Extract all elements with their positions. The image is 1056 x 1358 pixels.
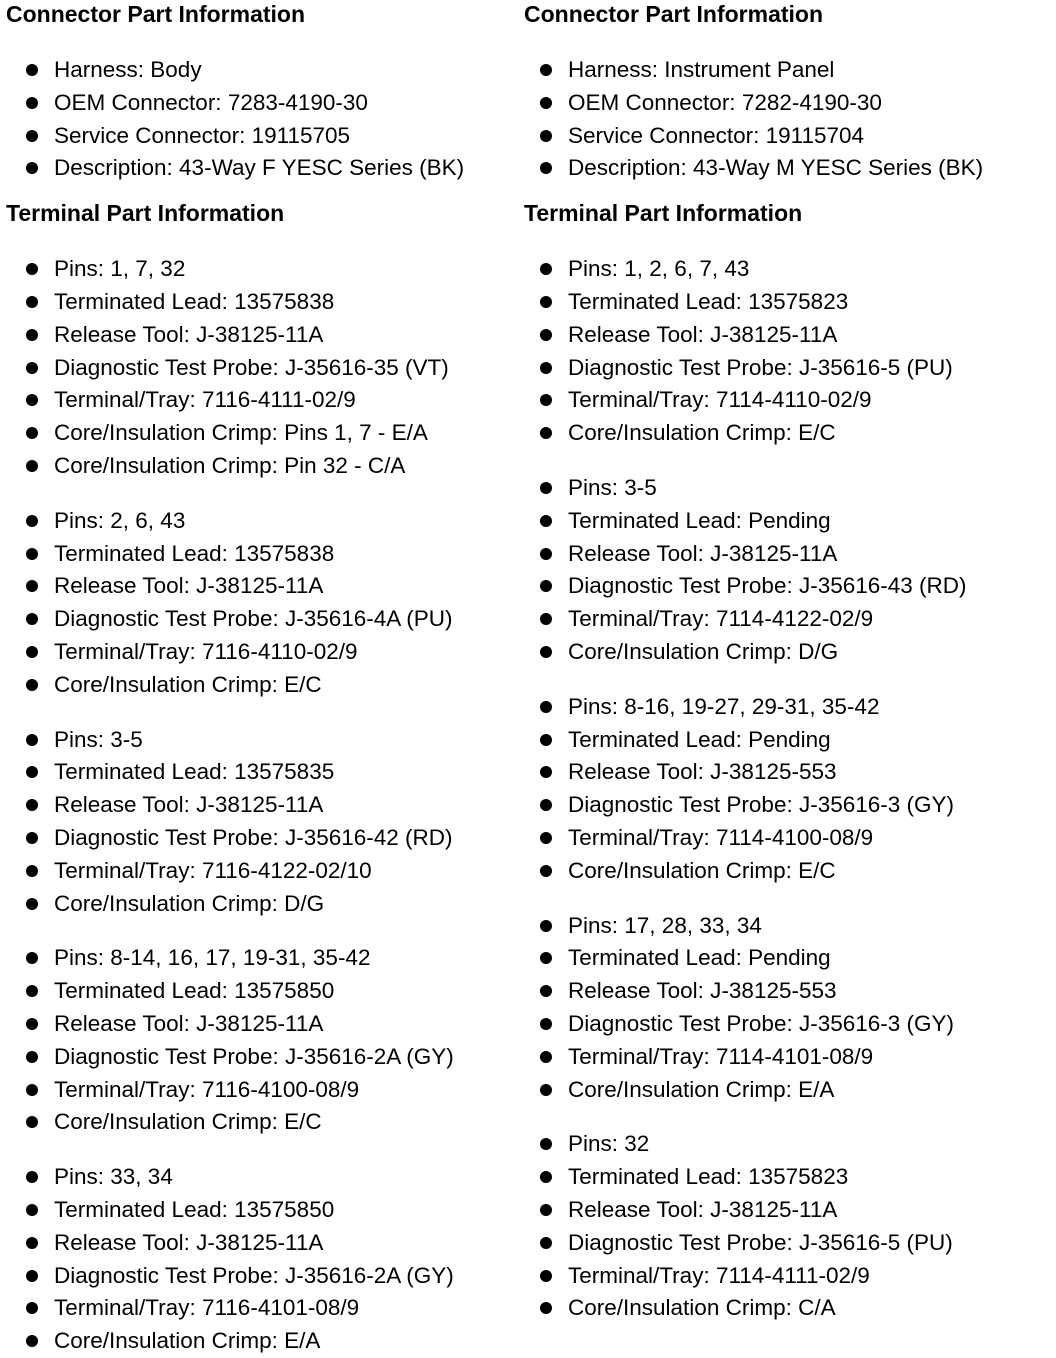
list-item (26, 319, 518, 352)
list-item-text: Terminated Lead: Pending (568, 945, 831, 971)
list-item (26, 1041, 518, 1074)
list-item (26, 1227, 518, 1260)
bullet-icon (540, 329, 552, 341)
bullet-icon (540, 766, 552, 778)
list-item (540, 756, 1052, 789)
bullet-icon (540, 162, 552, 174)
bullet-icon (26, 130, 38, 142)
bullet-icon (26, 1237, 38, 1249)
bullet-icon (26, 296, 38, 308)
bullet-icon (26, 1171, 38, 1183)
list-item-text: Diagnostic Test Probe: J-35616-3 (GY) (568, 1010, 955, 1036)
list-item-text: Pins: 1, 2, 6, 7, 43 (568, 256, 750, 282)
list-item (540, 538, 1052, 571)
list-item (26, 636, 518, 669)
list-item (540, 120, 1052, 153)
list-item-text: OEM Connector: 7283-4190-30 (54, 89, 368, 115)
connector-heading: Connector Part Information (524, 1, 824, 27)
list-item-text: Service Connector: 19115705 (54, 122, 351, 148)
list-item (26, 253, 518, 286)
list-item (26, 855, 518, 888)
list-item-text: Diagnostic Test Probe: J-35616-5 (PU) (568, 1229, 953, 1255)
list-item-text: Terminal/Tray: 7116-4122-02/10 (54, 857, 372, 883)
list-item (540, 87, 1052, 120)
bullet-icon (26, 580, 38, 592)
list-item-text: Terminal/Tray: 7116-4100-08/9 (54, 1076, 360, 1102)
list-item-text: Release Tool: J-38125-11A (54, 573, 324, 599)
list-item (26, 1161, 518, 1194)
list-item-text: Terminal/Tray: 7114-4111-02/9 (568, 1262, 870, 1288)
list-item (26, 724, 518, 757)
list-item-text: Release Tool: J-38125-11A (568, 1196, 838, 1222)
list-item (540, 1227, 1052, 1260)
list-item (26, 1074, 518, 1107)
bullet-icon (26, 64, 38, 76)
bullet-icon (26, 1116, 38, 1128)
bullet-icon (540, 920, 552, 932)
bullet-icon (26, 646, 38, 658)
bullet-icon (26, 515, 38, 527)
bullet-icon (540, 985, 552, 997)
list-item-text: Core/Insulation Crimp: Pins 1, 7 - E/A (54, 420, 428, 446)
list-item (26, 570, 518, 603)
list-item-text: Harness: Instrument Panel (568, 57, 835, 82)
bullet-icon (26, 898, 38, 910)
terminal-group (26, 942, 518, 1139)
terminal-group (540, 253, 1052, 450)
terminal-groups (6, 253, 518, 1358)
list-item-text: Description: 43-Way M YESC Series (BK) (568, 155, 984, 181)
list-item (540, 691, 1052, 724)
list-item-text: Terminal/Tray: 7116-4111-02/9 (54, 387, 356, 413)
list-item-text: Core/Insulation Crimp: E/C (568, 857, 836, 883)
list-item (540, 570, 1052, 603)
connector-list (540, 54, 1052, 185)
bullet-icon (26, 162, 38, 174)
list-item-text: Diagnostic Test Probe: J-35616-5 (PU) (568, 354, 953, 380)
bullet-icon (26, 394, 38, 406)
terminal-group (540, 472, 1052, 669)
list-item (540, 1128, 1052, 1161)
list-item-text: Terminated Lead: 13575838 (54, 288, 335, 314)
bullet-icon (540, 515, 552, 527)
bullet-icon (26, 1302, 38, 1314)
left-column (6, 0, 518, 1358)
list-item (540, 417, 1052, 450)
list-item (26, 822, 518, 855)
bullet-icon (540, 701, 552, 713)
list-item-text: Terminated Lead: Pending (568, 507, 831, 533)
list-item-text: Release Tool: J-38125-11A (54, 321, 324, 347)
bullet-icon (540, 1051, 552, 1063)
bullet-icon (540, 97, 552, 109)
list-item-text: OEM Connector: 7282-4190-30 (568, 89, 882, 115)
list-item-text: Core/Insulation Crimp: E/C (568, 420, 836, 446)
list-item (540, 505, 1052, 538)
list-item-text: Release Tool: J-38125-11A (54, 792, 324, 818)
bullet-icon (540, 1138, 552, 1150)
bullet-icon (26, 1204, 38, 1216)
list-item-text: Pins: 8-14, 16, 17, 19-31, 35-42 (54, 945, 371, 971)
list-item-text: Terminated Lead: 13575850 (54, 1196, 335, 1222)
list-item (540, 384, 1052, 417)
bullet-icon (26, 460, 38, 472)
bullet-icon (540, 130, 552, 142)
list-item-text: Pins: 33, 34 (54, 1164, 173, 1190)
list-item (540, 54, 1052, 87)
list-item (26, 538, 518, 571)
list-item (540, 286, 1052, 319)
list-item (26, 603, 518, 636)
bullet-icon (26, 362, 38, 374)
list-item-text: Pins: 3-5 (568, 474, 657, 500)
list-item (540, 975, 1052, 1008)
list-item (540, 152, 1052, 185)
bullet-icon (540, 1084, 552, 1096)
list-item-text: Terminal/Tray: 7116-4101-08/9 (54, 1295, 360, 1321)
list-item (540, 855, 1052, 888)
list-item (26, 756, 518, 789)
list-item-text: Core/Insulation Crimp: Pin 32 - C/A (54, 452, 406, 478)
list-item (540, 319, 1052, 352)
terminal-group (540, 1128, 1052, 1325)
list-item (540, 472, 1052, 505)
list-item-text: Terminated Lead: 13575835 (54, 759, 335, 785)
list-item (540, 942, 1052, 975)
list-item (540, 1074, 1052, 1107)
bullet-icon (26, 1270, 38, 1282)
bullet-icon (26, 1018, 38, 1030)
bullet-icon (540, 394, 552, 406)
terminal-group (540, 691, 1052, 888)
list-item-text: Pins: 3-5 (54, 726, 143, 752)
list-item-text: Diagnostic Test Probe: J-35616-43 (RD) (568, 573, 967, 599)
bullet-icon (540, 296, 552, 308)
list-item (26, 1194, 518, 1227)
list-item (540, 1041, 1052, 1074)
list-item-text: Pins: 17, 28, 33, 34 (568, 912, 762, 938)
bullet-icon (26, 1084, 38, 1096)
bullet-icon (26, 799, 38, 811)
terminal-group (26, 253, 518, 483)
list-item-text: Release Tool: J-38125-553 (568, 759, 837, 785)
terminal-group (26, 505, 518, 702)
bullet-icon (540, 1204, 552, 1216)
list-item (540, 724, 1052, 757)
bullet-icon (540, 1171, 552, 1183)
list-item (540, 1292, 1052, 1325)
bullet-icon (540, 362, 552, 374)
bullet-icon (540, 1302, 552, 1314)
terminal-groups (524, 253, 1052, 1325)
list-item (540, 1194, 1052, 1227)
list-item-text: Terminal/Tray: 7114-4110-02/9 (568, 387, 872, 413)
bullet-icon (26, 1051, 38, 1063)
list-item (540, 910, 1052, 943)
list-item-text: Terminated Lead: 13575850 (54, 978, 335, 1004)
right-column (524, 0, 1052, 1325)
bullet-icon (26, 548, 38, 560)
list-item-text: Core/Insulation Crimp: E/A (568, 1076, 835, 1102)
terminal-group (26, 724, 518, 921)
list-item-text: Terminated Lead: 13575823 (568, 1164, 849, 1190)
bullet-icon (26, 832, 38, 844)
bullet-icon (540, 865, 552, 877)
list-item (26, 505, 518, 538)
list-item (26, 888, 518, 921)
list-item (26, 1292, 518, 1325)
list-item (26, 384, 518, 417)
bullet-icon (26, 97, 38, 109)
list-item (540, 789, 1052, 822)
list-item (26, 1106, 518, 1139)
list-item-text: Pins: 32 (568, 1131, 650, 1157)
bullet-icon (540, 952, 552, 964)
list-item-text: Diagnostic Test Probe: J-35616-42 (RD) (54, 824, 453, 850)
list-item (540, 352, 1052, 385)
bullet-icon (26, 734, 38, 746)
list-item-text: Diagnostic Test Probe: J-35616-4A (PU) (54, 606, 453, 632)
list-item-text: Terminal/Tray: 7114-4101-08/9 (568, 1043, 874, 1069)
bullet-icon (26, 766, 38, 778)
list-item-text: Release Tool: J-38125-11A (568, 321, 838, 347)
bullet-icon (26, 329, 38, 341)
list-item (26, 450, 518, 483)
list-item (26, 54, 518, 87)
list-item-text: Service Connector: 19115704 (568, 122, 865, 148)
list-item (26, 1260, 518, 1293)
list-item-text: Terminated Lead: Pending (568, 726, 831, 752)
list-item-text: Release Tool: J-38125-11A (568, 540, 838, 566)
list-item-text: Release Tool: J-38125-11A (54, 1229, 324, 1255)
list-item (540, 253, 1052, 286)
list-item-text: Pins: 1, 7, 32 (54, 256, 186, 282)
list-item (26, 87, 518, 120)
list-item-text: Terminated Lead: 13575838 (54, 540, 335, 566)
bullet-icon (26, 679, 38, 691)
list-item (26, 120, 518, 153)
bullet-icon (26, 952, 38, 964)
terminal-group (26, 1161, 518, 1358)
terminal-group (540, 910, 1052, 1107)
list-item (540, 603, 1052, 636)
bullet-icon (540, 799, 552, 811)
bullet-icon (540, 64, 552, 76)
list-item-text: Core/Insulation Crimp: D/G (54, 890, 325, 916)
list-item (540, 636, 1052, 669)
list-item (26, 352, 518, 385)
list-item-text: Core/Insulation Crimp: D/G (568, 638, 839, 664)
bullet-icon (26, 1335, 38, 1347)
list-item-text: Core/Insulation Crimp: E/A (54, 1328, 321, 1354)
list-item (26, 286, 518, 319)
list-item (26, 1008, 518, 1041)
list-item-text: Diagnostic Test Probe: J-35616-35 (VT) (54, 354, 449, 380)
list-item-text: Terminal/Tray: 7114-4100-08/9 (568, 824, 874, 850)
terminal-heading: Terminal Part Information (524, 200, 803, 227)
terminal-heading: Terminal Part Information (6, 200, 285, 227)
list-item (26, 152, 518, 185)
bullet-icon (540, 580, 552, 592)
list-item-text: Description: 43-Way F YESC Series (BK) (54, 155, 465, 181)
list-item-text: Diagnostic Test Probe: J-35616-2A (GY) (54, 1262, 454, 1288)
list-item (26, 942, 518, 975)
bullet-icon (540, 1237, 552, 1249)
list-item (26, 975, 518, 1008)
bullet-icon (540, 646, 552, 658)
bullet-icon (540, 734, 552, 746)
bullet-icon (540, 548, 552, 560)
bullet-icon (540, 1270, 552, 1282)
list-item-text: Terminated Lead: 13575823 (568, 288, 849, 314)
connector-heading: Connector Part Information (6, 1, 306, 27)
connector-list (26, 54, 518, 185)
list-item-text: Terminal/Tray: 7114-4122-02/9 (568, 606, 874, 632)
list-item (26, 789, 518, 822)
bullet-icon (26, 985, 38, 997)
list-item (540, 1260, 1052, 1293)
bullet-icon (26, 865, 38, 877)
list-item-text: Diagnostic Test Probe: J-35616-3 (GY) (568, 792, 955, 818)
list-item (540, 1008, 1052, 1041)
list-item-text: Core/Insulation Crimp: E/C (54, 671, 322, 697)
list-item (26, 1325, 518, 1358)
list-item-text: Release Tool: J-38125-553 (568, 978, 837, 1004)
list-item-text: Terminal/Tray: 7116-4110-02/9 (54, 638, 358, 664)
bullet-icon (540, 263, 552, 275)
bullet-icon (26, 613, 38, 625)
list-item (26, 417, 518, 450)
list-item-text: Release Tool: J-38125-11A (54, 1010, 324, 1036)
list-item (540, 822, 1052, 855)
bullet-icon (540, 427, 552, 439)
list-item-text: Pins: 2, 6, 43 (54, 507, 186, 533)
list-item-text: Core/Insulation Crimp: C/A (568, 1295, 836, 1321)
list-item (540, 1161, 1052, 1194)
bullet-icon (540, 482, 552, 494)
list-item-text: Harness: Body (54, 57, 202, 82)
bullet-icon (540, 832, 552, 844)
list-item-text: Core/Insulation Crimp: E/C (54, 1109, 322, 1135)
list-item (26, 669, 518, 702)
bullet-icon (26, 427, 38, 439)
bullet-icon (26, 263, 38, 275)
bullet-icon (540, 613, 552, 625)
bullet-icon (540, 1018, 552, 1030)
list-item-text: Diagnostic Test Probe: J-35616-2A (GY) (54, 1043, 454, 1069)
list-item-text: Pins: 8-16, 19-27, 29-31, 35-42 (568, 693, 880, 719)
